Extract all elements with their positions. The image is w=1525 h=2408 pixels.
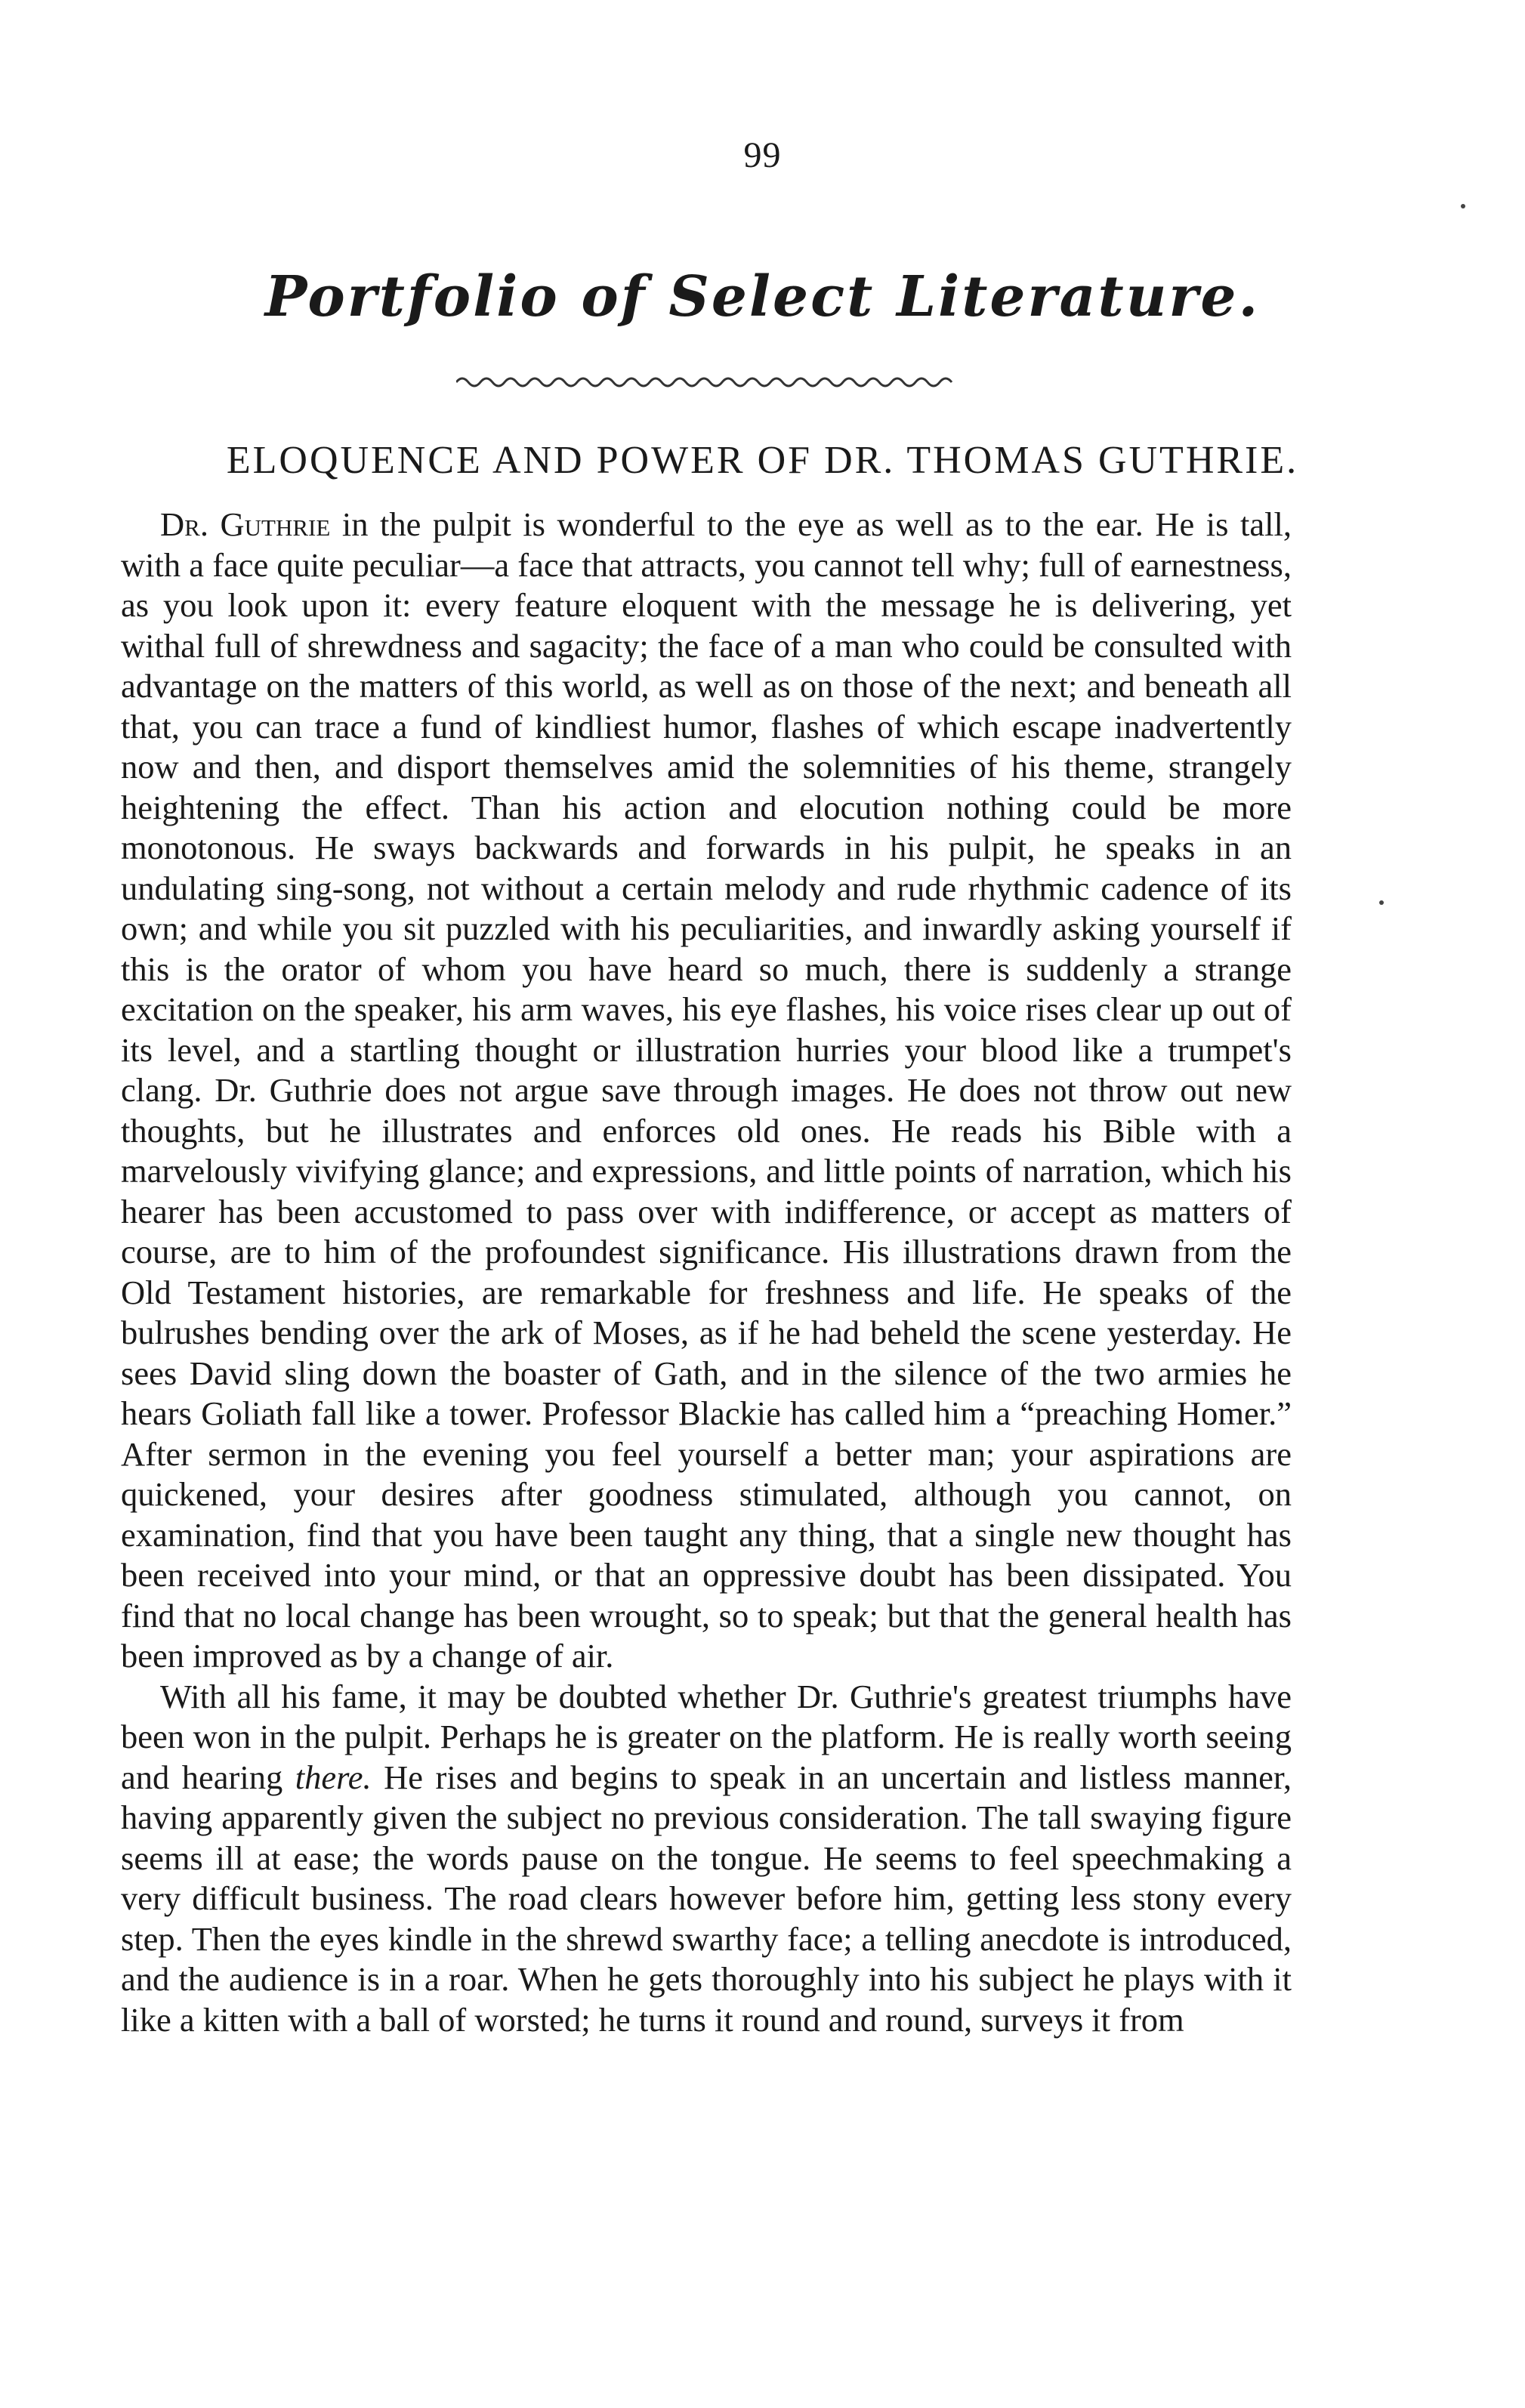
article-title: ELOQUENCE AND POWER OF DR. THOMAS GUTHRIE. [226, 439, 1299, 482]
article-body [121, 505, 1292, 2040]
wavy-rule-ornament [456, 372, 955, 393]
print-speck [1461, 204, 1465, 208]
section-header: Portfolio of Select Literature. [264, 264, 1261, 329]
paragraph-2-text-end: He rises and begins to speak in an uncertain and listless manner, having apparently given the subject no previous consideration. The tall swaying figure seems ill at ease; the words pause on the tongue. He seems to feel speechmaking a very difficult business. The road clears however before him, getting less stony every step. Then the eyes kindle in the shrewd swarthy face; a telling anecdote is introduced, and the audience is in a roar. When he gets thoroughly into his subject he plays with it like a kitten with a ball of worsted; he turns it round and round, surveys it from [121, 1758, 1292, 2039]
paragraph-1-lead: Dr. Guthrie [160, 505, 331, 543]
paragraph-2-emphasis: there. [295, 1758, 372, 1796]
print-speck [1379, 900, 1384, 905]
paragraph-1-text: in the pulpit is wonderful to the eye as well as to the ear. He is tall, with a face quite peculiar—a face that attracts, you cannot tell why; full of earnestness, as you look upon it: every feature eloquent with the message he is delivering, yet withal full of shrewdness and sagacity; the face of a man who could be consulted with advantage on the matters of this world, as well as on those of the next; and beneath all that, you can trace a fund of kindliest humor, flashes of which escape inadvertently now and then, and disport themselves amid the solemnities of his theme, strangely heightening the effect. Than his action and elocution nothing could be more monotonous. He sways backwards and forwards in his pulpit, he speaks in an undulating sing-song, not without a certain melody and rude rhythmic cadence of its own; and while you sit puzzled with his peculiarities, and inwardly asking yourself if this is the orator of whom you have heard so much, there is suddenly a strange excitation on the speaker, his arm waves, his eye flashes, his voice rises clear up out of its level, and a startling thought or illustration hurries your blood like a trumpet's clang. Dr. Guthrie does not argue save through images. He does not throw out new thoughts, but he illustrates and enforces old ones. He reads his Bible with a marvelously vivifying glance; and expressions, and little points of narration, which his hearer has been accustomed to pass over with indifference, or accept as matters of course, are to him of the profoundest significance. His illustrations drawn from the Old Testament histories, are remarkable for freshness and life. He speaks of the bulrushes bending over the ark of Moses, as if he had beheld the scene yesterday. He sees David sling down the boaster of Gath, and in the silence of the two armies he hears Goliath fall like a tower. Professor Blackie has called him a “preaching Homer.” After sermon in the evening you feel yourself a better man; your aspirations are quickened, your desires after goodness stimulated, although you cannot, on examination, find that you have been taught any thing, that a single new thought has been received into your mind, or that an oppressive doubt has been dissipated. You find that no local change has been wrought, so to speak; but that the general health has been improved as by a change of air. [121, 505, 1292, 1675]
paragraph-2-text-start: With all his fame, it may be doubted whether Dr. Guthrie's greatest triumphs have been won in the pulpit. Perhaps he is greater on the platform. He is really worth seeing and hearing [121, 1677, 1292, 1796]
paragraph-1 [121, 505, 1292, 1677]
page-number: 99 [743, 135, 782, 175]
paragraph-2 [121, 1677, 1292, 2041]
